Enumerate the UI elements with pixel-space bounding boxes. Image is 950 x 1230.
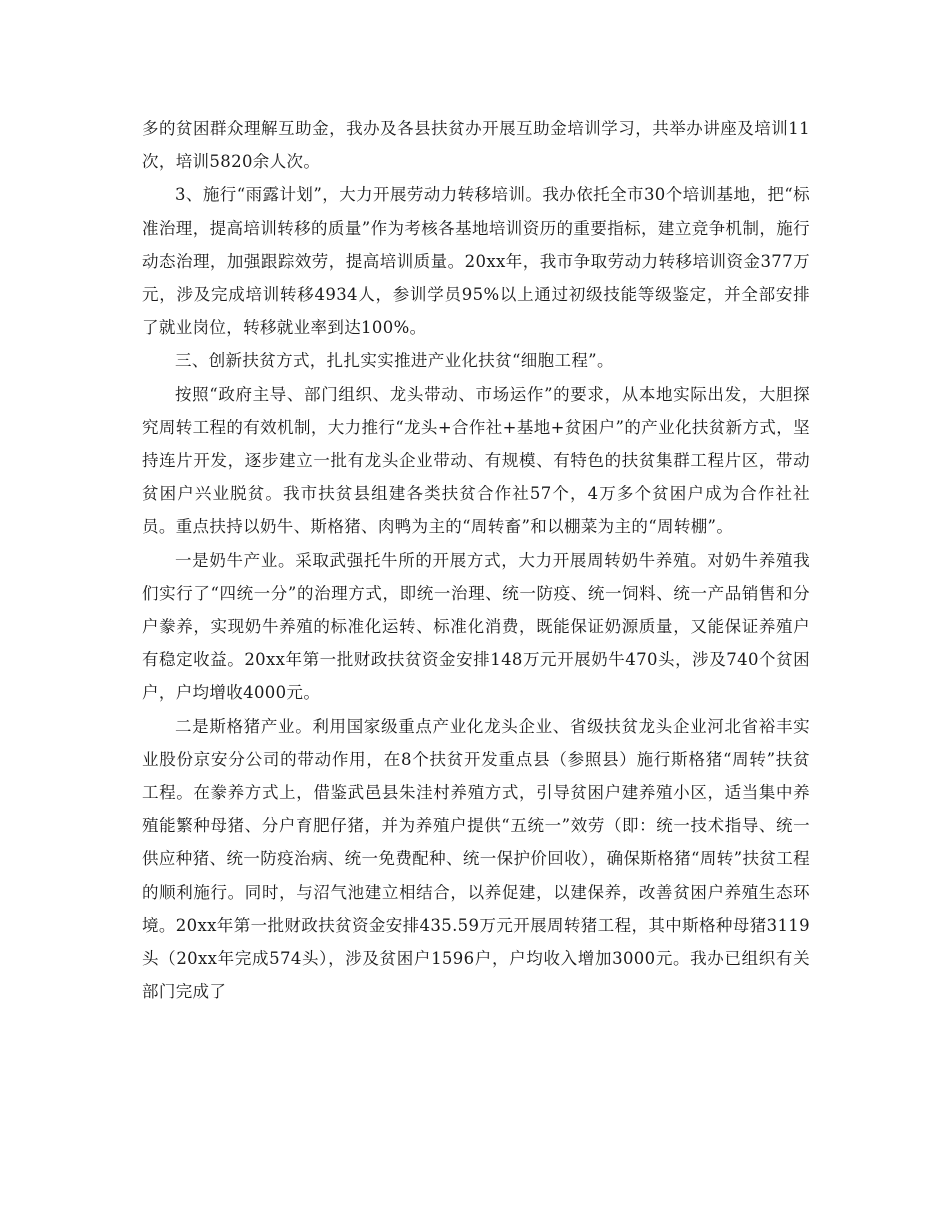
document-body (142, 112, 810, 1008)
paragraph-pig-industry: 二是斯格猪产业。利用国家级重点产业化龙头企业、省级扶贫龙头企业河北省裕丰实业股份京安分公司的带动作用，在8个扶贫开发重点县（参照县）施行斯格猪“周转”扶贫工程。在豢养方式上，借鉴武邑县朱洼村养殖方式，引导贫困户建养殖小区，适当集中养殖能繁种母猪、分户育肥仔猪，并为养殖户提供“五统一”效劳（即：统一技术指导、统一供应种猪、统一防疫治病、统一免费配种、统一保护价回收），确保斯格猪“周转”扶贫工程的顺利施行。同时，与沼气池建立相结合，以养促建，以建保养，改善贫困户养殖生态环境。20xx年第一批财政扶贫资金安排435.59万元开展周转猪工程，其中斯格种母猪3119头（20xx年完成574头），涉及贫困户1596户，户均收入增加3000元。我办已组织有关部门完成了 (142, 716, 810, 1002)
section-heading-industrialization: 三、创新扶贫方式，扎扎实实推进产业化扶贫“细胞工程”。 (175, 351, 614, 371)
paragraph-mutual-aid-training: 多的贫困群众理解互助金，我办及各县扶贫办开展互助金培训学习，共举办讲座及培训11次，培训5820余人次。 (142, 119, 810, 172)
paragraph-rain-dew-plan: 3、施行“雨露计划”，大力开展劳动力转移培训。我办依托全市30个培训基地，把“标准治理，提高培训转移的质量”作为考核各基地培训资历的重要指标，建立竞争机制，施行动态治理，加强跟踪效劳，提高培训质量。20xx年，我市争取劳动力转移培训资金377万元，涉及完成培训转移4934人，参训学员95%以上通过初级技能等级鉴定，并全部安排了就业岗位，转移就业率到达100%。 (142, 185, 810, 338)
paragraph-dairy-industry: 一是奶牛产业。采取武强托牛所的开展方式，大力开展周转奶牛养殖。对奶牛养殖我们实行了“四统一分”的治理方式，即统一治理、统一防疫、统一饲料、统一产品销售和分户豢养，实现奶牛养殖的标准化运转、标准化消费，既能保证奶源质量，又能保证养殖户有稳定收益。20xx年第一批财政扶贫资金安排148万元开展奶牛470头，涉及740个贫困户，户均增收4000元。 (142, 550, 810, 703)
paragraph-cooperative-model: 按照“政府主导、部门组织、龙头带动、市场运作”的要求，从本地实际出发，大胆探究周转工程的有效机制，大力推行“龙头+合作社+基地+贫困户”的产业化扶贫新方式，坚持连片开发，逐步建立一批有龙头企业带动、有规模、有特色的扶贫集群工程片区，带动贫困户兴业脱贫。我市扶贫县组建各类扶贫合作社57个，4万多个贫困户成为合作社社员。重点扶持以奶牛、斯格猪、肉鸭为主的“周转畜”和以棚菜为主的“周转棚”。 (142, 384, 810, 537)
